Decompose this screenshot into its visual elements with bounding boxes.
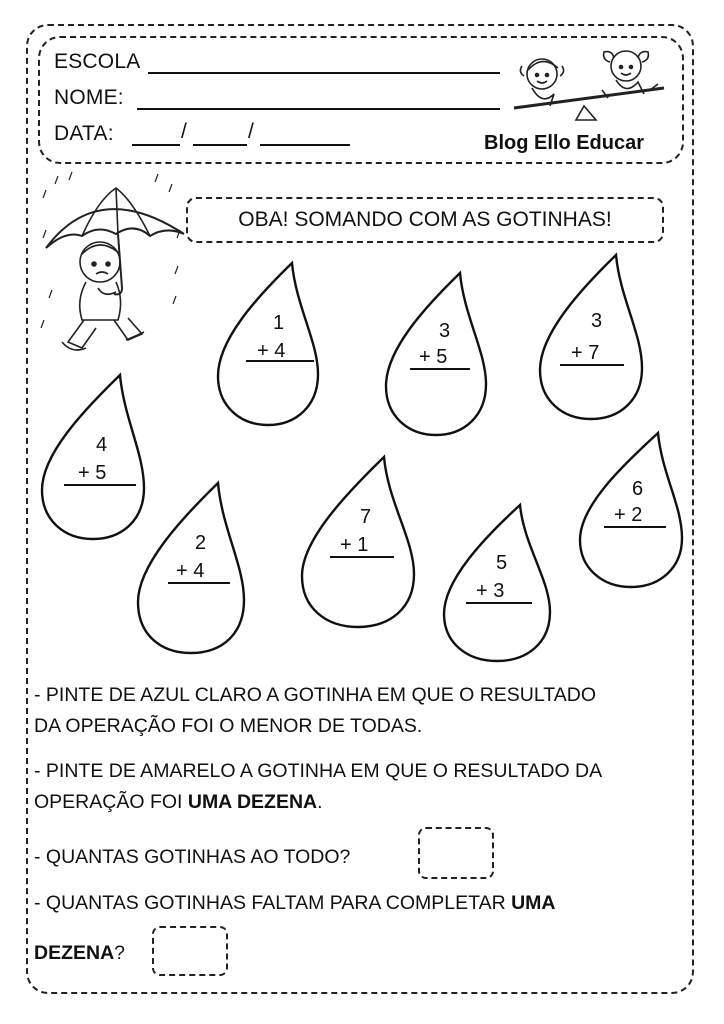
instruction-4-line-2: [34, 938, 694, 969]
drop-5-underline: [168, 582, 230, 584]
drop-7-underline: [604, 526, 666, 528]
instruction-2-text: OPERAÇÃO FOI: [34, 791, 188, 813]
drop-5-addend-a: 2: [195, 532, 207, 554]
instruction-4-text: - QUANTAS GOTINHAS FALTAM PARA COMPLETAR: [34, 892, 512, 914]
date-day-field[interactable]: [132, 144, 180, 146]
instruction-4-emphasis-1: UMA: [511, 892, 556, 914]
drop-2-addend-b: + 5: [419, 346, 448, 368]
drop-4-addend-a: 4: [96, 434, 108, 456]
drop-7-addend-a: 6: [632, 478, 644, 500]
instruction-2: [34, 756, 694, 818]
instruction-1-line-1: - PINTE DE AZUL CLARO A GOTINHA EM QUE O RESULTADO: [34, 684, 596, 706]
instruction-2-period: .: [317, 791, 323, 813]
drop-6-addend-a: 7: [360, 506, 372, 528]
drop-1-underline: [246, 360, 314, 362]
instruction-4-qmark: ?: [114, 942, 126, 964]
data-row: [54, 122, 114, 146]
instruction-4-line-1: [34, 888, 694, 919]
blog-credit: Blog Ello Educar: [484, 132, 645, 154]
raindrop-6[interactable]: [300, 454, 416, 630]
drop-8-addend-b: + 3: [476, 580, 505, 602]
worksheet-title: OBA! SOMANDO COM AS GOTINHAS!: [186, 197, 664, 243]
answer-box-total-drops[interactable]: [418, 827, 494, 879]
instruction-3: [34, 842, 694, 873]
drop-4-addend-b: + 5: [78, 462, 107, 484]
drop-1-addend-b: + 4: [257, 340, 286, 362]
instruction-3-text: - QUANTAS GOTINHAS AO TODO?: [34, 846, 351, 868]
instruction-4: [34, 888, 694, 919]
drop-3-underline: [560, 364, 624, 366]
raindrop-3[interactable]: [538, 252, 644, 422]
date-month-field[interactable]: [193, 144, 247, 146]
date-year-field[interactable]: [260, 144, 350, 146]
instruction-4-emphasis-2: DEZENA: [34, 942, 115, 964]
raindrop-1[interactable]: [216, 260, 320, 428]
escola-row: [54, 50, 140, 74]
drop-3-addend-b: + 7: [571, 342, 600, 364]
nome-row: [54, 86, 124, 110]
instruction-2-line-1: - PINTE DE AMARELO A GOTINHA EM QUE O RESULTADO DA: [34, 760, 603, 782]
drop-6-underline: [330, 556, 394, 558]
escola-label: ESCOLA: [54, 50, 141, 73]
escola-field[interactable]: [148, 72, 500, 74]
instruction-1-line-2: DA OPERAÇÃO FOI O MENOR DE TODAS.: [34, 715, 423, 737]
nome-field[interactable]: [137, 108, 500, 110]
instruction-1: [34, 680, 694, 742]
drop-3-addend-a: 3: [591, 310, 603, 332]
instruction-4-continued: [34, 938, 694, 969]
date-sep-2: /: [248, 120, 255, 143]
raindrop-4[interactable]: [40, 372, 146, 542]
date-sep-1: /: [181, 120, 188, 143]
drop-2-addend-a: 3: [439, 320, 451, 342]
raindrop-7[interactable]: [578, 430, 684, 590]
drop-7-addend-b: + 2: [614, 504, 643, 526]
data-label: DATA:: [54, 122, 114, 145]
drop-8-addend-a: 5: [496, 552, 508, 574]
drop-4-underline: [64, 484, 136, 486]
nome-label: NOME:: [54, 86, 124, 109]
drop-5-addend-b: + 4: [176, 560, 205, 582]
kids-seesaw-illustration: [504, 48, 674, 122]
instruction-2-emphasis: UMA DEZENA: [187, 791, 318, 813]
raindrop-8[interactable]: [442, 502, 552, 664]
drop-8-underline: [466, 602, 532, 604]
answer-box-missing-drops[interactable]: [152, 926, 228, 976]
drop-2-underline: [410, 368, 470, 370]
drop-1-addend-a: 1: [273, 312, 285, 334]
raindrop-5[interactable]: [136, 480, 246, 656]
raindrop-2[interactable]: [384, 270, 488, 438]
boy-umbrella-illustration: [38, 170, 188, 360]
instruction-2-line-2: [34, 787, 694, 818]
drop-6-addend-b: + 1: [340, 534, 369, 556]
